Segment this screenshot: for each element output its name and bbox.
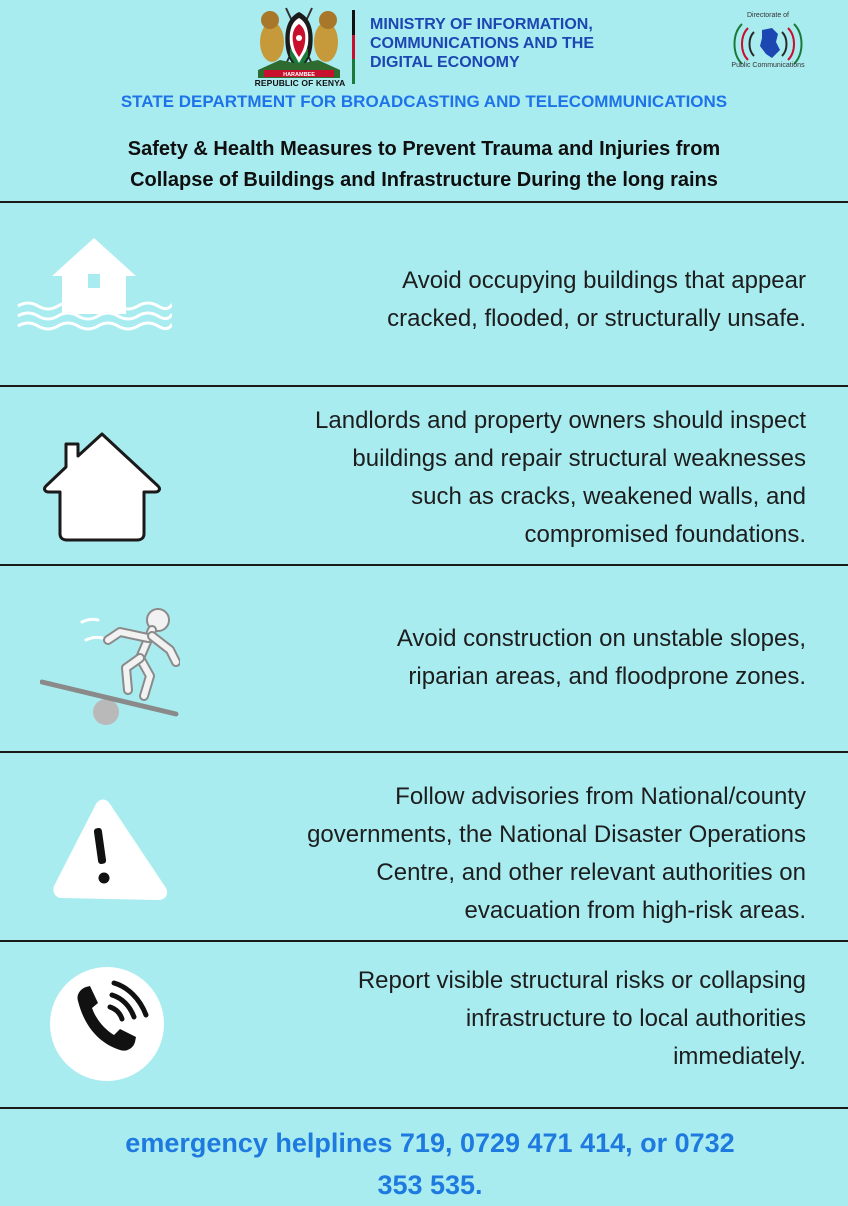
- section-divider: [0, 940, 848, 942]
- measure-line: buildings and repair structural weaknesses: [352, 445, 806, 472]
- measure-line: evacuation from high-risk areas.: [464, 897, 806, 924]
- motto-text: HARAMBEE: [283, 72, 315, 78]
- title-line: Safety & Health Measures to Prevent Trauma and Injuries from: [127, 138, 721, 160]
- measure-line: such as cracks, weakened walls, and: [411, 483, 806, 510]
- ministry-line: COMMUNICATIONS AND THE: [370, 35, 594, 52]
- phone-call-icon: [48, 965, 166, 1083]
- kenya-flag-bar: [352, 10, 355, 84]
- measure-text: [315, 402, 806, 554]
- measure-text: [307, 778, 806, 930]
- directorate-label-top: Directorate of: [746, 12, 790, 19]
- measure-line: Landlords and property owners should inspect: [315, 407, 806, 434]
- section-divider: [0, 201, 848, 203]
- section-divider: [0, 1107, 848, 1109]
- department-name: STATE DEPARTMENT FOR BROADCASTING AND TELECOMMUNICATIONS: [120, 92, 728, 111]
- emergency-helpline: [60, 1122, 800, 1206]
- ministry-line: DIGITAL ECONOMY: [370, 54, 520, 71]
- helpline-line: emergency helplines 719, 0729 471 414, or 0732: [125, 1128, 735, 1158]
- section-divider: [0, 751, 848, 753]
- measure-line: Report visible structural risks or collapsing: [357, 967, 806, 994]
- emblem-caption: REPUBLIC OF KENYA: [254, 78, 346, 88]
- measure-line: riparian areas, and floodprone zones.: [408, 663, 806, 690]
- measure-line: Follow advisories from National/county: [395, 783, 806, 810]
- warning-triangle-icon: [52, 798, 170, 902]
- measure-line: compromised foundations.: [524, 521, 806, 548]
- measure-line: immediately.: [673, 1043, 806, 1070]
- falling-person-icon: [40, 606, 180, 730]
- measure-line: cracked, flooded, or structurally unsafe.: [387, 305, 806, 332]
- helpline-line: 353 535.: [377, 1170, 483, 1200]
- measure-line: infrastructure to local authorities: [465, 1005, 806, 1032]
- flooded-house-icon: [16, 234, 172, 334]
- ministry-name: [370, 15, 594, 72]
- measure-text: [358, 962, 806, 1076]
- title-line: Collapse of Buildings and Infrastructure During the long rains: [130, 169, 718, 191]
- house-outline-icon: [40, 430, 164, 544]
- measure-line: Centre, and other relevant authorities on: [376, 859, 806, 886]
- measure-line: Avoid construction on unstable slopes,: [396, 625, 806, 652]
- directorate-label-bottom: Public Communications: [731, 62, 805, 69]
- measure-text: [397, 620, 806, 696]
- measure-line: governments, the National Disaster Operations: [307, 821, 806, 848]
- page-title: [30, 134, 818, 196]
- section-divider: [0, 564, 848, 566]
- measure-line: Avoid occupying buildings that appear: [402, 267, 806, 294]
- section-divider: [0, 385, 848, 387]
- kenya-coat-of-arms-icon: [250, 4, 348, 88]
- measure-text: [387, 262, 806, 338]
- ministry-line: MINISTRY OF INFORMATION,: [370, 16, 593, 33]
